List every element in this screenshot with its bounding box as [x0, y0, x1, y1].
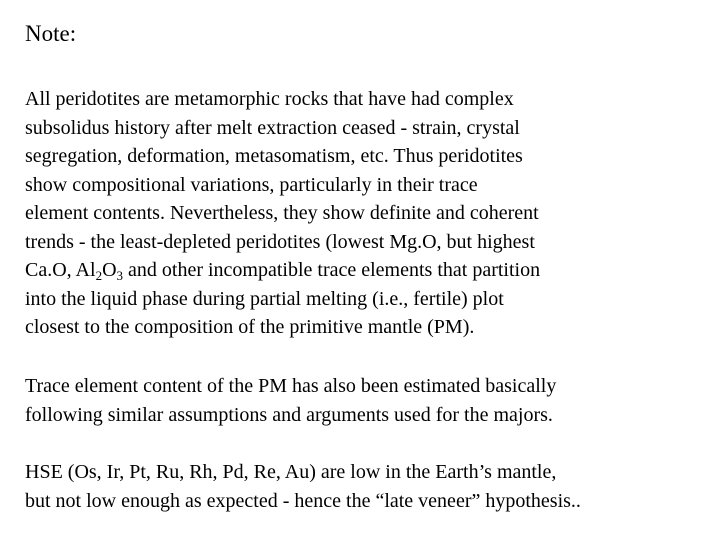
paragraph-hse: [25, 458, 705, 515]
paragraph-peridotites: [25, 85, 705, 342]
note-title: Note:: [25, 21, 77, 46]
text-line: show compositional variations, particularly in their trace: [25, 173, 478, 196]
subscript: 2: [95, 268, 103, 283]
text-line: All peridotites are metamorphic rocks that have had complex: [25, 88, 514, 110]
text-line: following similar assumptions and arguments used for the majors.: [25, 403, 553, 426]
text-line: but not low enough as expected - hence the “late veneer” hypothesis..: [25, 489, 581, 512]
paragraph-trace-elements: [25, 372, 705, 429]
text-line: Trace element content of the PM has also been estimated basically: [25, 375, 557, 397]
text-line: into the liquid phase during partial melting (i.e., fertile) plot: [25, 287, 504, 310]
text-segment: Ca.O, Al: [25, 259, 96, 281]
text-line: HSE (Os, Ir, Pt, Ru, Rh, Pd, Re, Au) are low in the Earth’s mantle,: [25, 461, 557, 483]
text-line: subsolidus history after melt extraction ceased - strain, crystal: [25, 116, 520, 139]
subscript: 3: [116, 268, 124, 283]
text-line: element contents. Nevertheless, they show definite and coherent: [25, 202, 539, 224]
text-segment: O: [102, 259, 117, 281]
text-line: closest to the composition of the primitive mantle (PM).: [25, 316, 475, 338]
text-line: trends - the least-depleted peridotites (lowest Mg.O, but highest: [25, 230, 535, 253]
text-segment: and other incompatible trace elements that partition: [123, 259, 541, 281]
text-line-with-subscripts: [25, 256, 705, 285]
text-line: segregation, deformation, metasomatism, etc. Thus peridotites: [25, 145, 523, 167]
